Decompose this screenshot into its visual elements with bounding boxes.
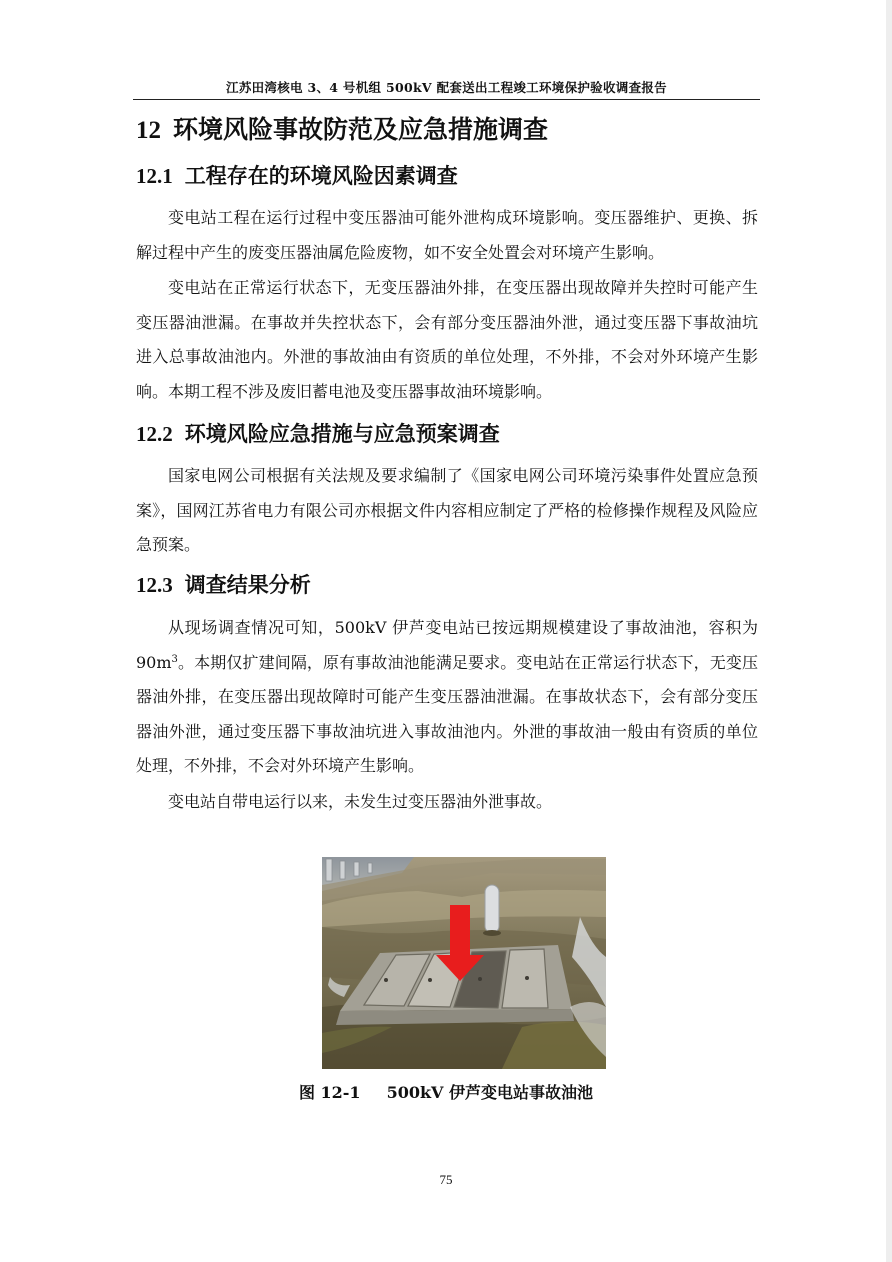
figure-caption bbox=[0, 1080, 892, 1103]
section-heading-12-3 bbox=[136, 569, 311, 599]
paragraph: 变电站工程在运行过程中变压器油可能外泄构成环境影响。变压器维护、更换、拆解过程中产生的废变压器油属危险废物，如不安全处置会对环境产生影响。 bbox=[136, 208, 758, 262]
section-number: 12.3 bbox=[136, 573, 173, 597]
paragraph-text: 。本期仅扩建间隔，原有事故油池能满足要求。变电站在正常运行状态下，无变压器油外排，在变压器出现故障时可能产生变压器油泄漏。在事故状态下，会有部分变压器油外泄，通过变压器下事故油坑进入事故油池内。外泄的事故油一般由有资质的单位处理，不外排，不会对外环境产生影响。 bbox=[136, 652, 758, 776]
figure-label: 图 12-1 bbox=[298, 1083, 361, 1102]
paragraph bbox=[136, 611, 758, 784]
page-number: 75 bbox=[439, 1172, 453, 1187]
superscript: 3 bbox=[171, 653, 178, 665]
accident-oil-pit-photo bbox=[322, 857, 606, 1069]
section-number: 12.2 bbox=[136, 422, 173, 446]
chapter-number: 12 bbox=[136, 117, 161, 144]
section-heading-12-1 bbox=[136, 160, 458, 190]
section-title: 调查结果分析 bbox=[184, 572, 311, 597]
section-title: 工程存在的环境风险因素调查 bbox=[184, 163, 458, 188]
section-number: 12.1 bbox=[136, 164, 173, 188]
figure-caption-text: 500kV 伊芦变电站事故油池 bbox=[386, 1083, 594, 1102]
header-rule bbox=[133, 99, 760, 100]
page-edge bbox=[886, 0, 892, 1262]
section-title: 环境风险应急措施与应急预案调查 bbox=[184, 421, 500, 446]
paragraph-text: 从现场调查情况可知，500kV 伊芦变电站已按远期规模建设了事故油池，容积为 90m bbox=[136, 618, 758, 672]
paragraph: 国家电网公司根据有关法规及要求编制了《国家电网公司环境污染事件处置应急预案》，国网江苏省电力有限公司亦根据文件内容相应制定了严格的检修操作规程及风险应急预案。 bbox=[136, 466, 758, 555]
paragraph: 变电站自带电运行以来，未发生过变压器油外泄事故。 bbox=[168, 792, 553, 811]
paragraph: 变电站在正常运行状态下，无变压器油外排，在变压器出现故障并失控时可能产生变压器油泄漏。在事故并失控状态下，会有部分变压器油外泄，通过变压器下事故油坑进入总事故油池内。外泄的事故油由有资质的单位处理，不外排，不会对外环境产生影响。本期工程不涉及废旧蓄电池及变压器事故油环境影响。 bbox=[136, 278, 758, 401]
running-header: 江苏田湾核电 3、4 号机组 500kV 配套送出工程竣工环境保护验收调查报告 bbox=[226, 80, 667, 95]
chapter-title: 环境风险事故防范及应急措施调查 bbox=[173, 115, 549, 144]
chapter-heading bbox=[136, 110, 548, 146]
section-heading-12-2 bbox=[136, 418, 500, 448]
